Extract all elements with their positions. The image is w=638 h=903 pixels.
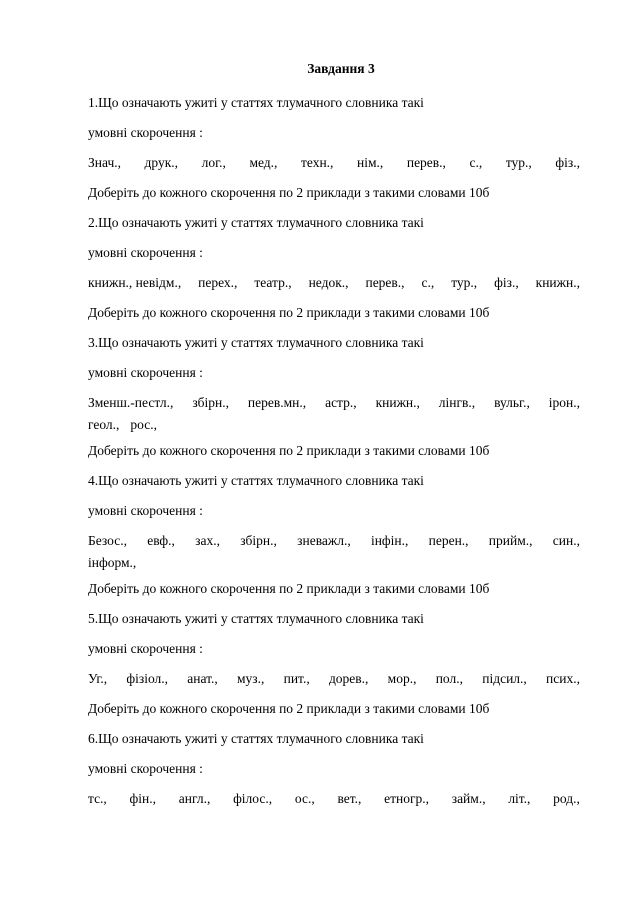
abbreviation-row bbox=[88, 530, 580, 552]
task-question: 6.Що означають ужиті у статтях тлумачного словника такі bbox=[88, 731, 424, 746]
abbreviation: перев.мн., bbox=[247, 395, 307, 410]
abbreviation: рос., bbox=[130, 417, 157, 432]
abbreviation-list bbox=[88, 668, 580, 690]
abbreviation: інфін., bbox=[370, 533, 409, 548]
abbreviation: інформ., bbox=[88, 555, 137, 570]
abbreviation: мор., bbox=[387, 671, 417, 686]
abbreviation: займ., bbox=[451, 791, 486, 806]
abbreviation: с., bbox=[421, 275, 435, 290]
abbreviation: зневажл., bbox=[297, 533, 351, 548]
abbreviation: етногр., bbox=[384, 791, 429, 806]
task-question: 2.Що означають ужиті у статтях тлумачного словника такі bbox=[88, 215, 424, 230]
task-subtitle: умовні скорочення : bbox=[88, 761, 203, 776]
abbreviation: фіз., bbox=[555, 155, 580, 170]
task-subtitle: умовні скорочення : bbox=[88, 503, 203, 518]
abbreviation: пол., bbox=[435, 671, 463, 686]
abbreviation: друк., bbox=[144, 155, 179, 170]
abbreviation: ос., bbox=[294, 791, 315, 806]
task-instruction: Доберіть до кожного скорочення по 2 приклади з такими словами 10б bbox=[88, 305, 490, 320]
abbreviation: псих., bbox=[546, 671, 580, 686]
abbreviation-row bbox=[88, 392, 580, 414]
abbreviation: підсил., bbox=[482, 671, 527, 686]
abbreviation: пит., bbox=[283, 671, 310, 686]
task-subtitle: умовні скорочення : bbox=[88, 365, 203, 380]
task-subtitle: умовні скорочення : bbox=[88, 245, 203, 260]
abbreviation: род., bbox=[553, 791, 580, 806]
abbreviation: с., bbox=[469, 155, 483, 170]
abbreviation: фізіол., bbox=[126, 671, 169, 686]
abbreviation: евф., bbox=[147, 533, 175, 548]
abbreviation: муз., bbox=[236, 671, 265, 686]
abbreviation: збірн., bbox=[192, 395, 229, 410]
abbreviation: лінгв., bbox=[438, 395, 476, 410]
abbreviation-list bbox=[88, 788, 580, 810]
abbreviation: недок., bbox=[308, 275, 349, 290]
abbreviation: перев., bbox=[365, 275, 405, 290]
abbreviation: геол., bbox=[88, 417, 120, 432]
abbreviation: книжн., невідм., bbox=[88, 275, 182, 290]
abbreviation: англ., bbox=[178, 791, 211, 806]
task-instruction: Доберіть до кожного скорочення по 2 приклади з такими словами 10б bbox=[88, 443, 490, 458]
abbreviation: книжн., bbox=[375, 395, 420, 410]
abbreviation: тур., bbox=[505, 155, 532, 170]
task-question: 3.Що означають ужиті у статтях тлумачного словника такі bbox=[88, 335, 424, 350]
abbreviation: вет., bbox=[337, 791, 362, 806]
abbreviation-row bbox=[88, 414, 580, 436]
task-instruction: Доберіть до кожного скорочення по 2 приклади з такими словами 10б bbox=[88, 185, 490, 200]
task-question: 4.Що означають ужиті у статтях тлумачного словника такі bbox=[88, 473, 424, 488]
abbreviation: ірон., bbox=[548, 395, 580, 410]
abbreviation: театр., bbox=[254, 275, 292, 290]
abbreviation: перев., bbox=[406, 155, 446, 170]
abbreviation: дорев., bbox=[328, 671, 369, 686]
abbreviation: тур., bbox=[451, 275, 478, 290]
abbreviation: літ., bbox=[508, 791, 531, 806]
abbreviation: Безос., bbox=[88, 533, 127, 548]
abbreviation-list bbox=[88, 530, 580, 574]
task-instruction: Доберіть до кожного скорочення по 2 приклади з такими словами 10б bbox=[88, 701, 490, 716]
abbreviation: техн., bbox=[300, 155, 334, 170]
abbreviation-row bbox=[88, 152, 580, 174]
abbreviation: перех., bbox=[198, 275, 238, 290]
task-subtitle: умовні скорочення : bbox=[88, 641, 203, 656]
abbreviation: вульг., bbox=[494, 395, 530, 410]
abbreviation-row bbox=[88, 788, 580, 810]
abbreviation: нім., bbox=[357, 155, 384, 170]
abbreviation: книжн., bbox=[535, 275, 580, 290]
abbreviation-row bbox=[88, 668, 580, 690]
task-instruction: Доберіть до кожного скорочення по 2 приклади з такими словами 10б bbox=[88, 581, 490, 596]
abbreviation: зах., bbox=[195, 533, 220, 548]
abbreviation: астр., bbox=[325, 395, 357, 410]
abbreviation: анат., bbox=[187, 671, 218, 686]
abbreviation-row bbox=[88, 272, 580, 294]
abbreviation: син., bbox=[552, 533, 580, 548]
task-question: 5.Що означають ужиті у статтях тлумачного словника такі bbox=[88, 611, 424, 626]
abbreviation: філос., bbox=[233, 791, 273, 806]
abbreviation: лог., bbox=[201, 155, 226, 170]
abbreviation-row bbox=[88, 552, 580, 574]
page-title: Завдання 3 bbox=[307, 61, 375, 76]
abbreviation: прийм., bbox=[488, 533, 533, 548]
abbreviation: фіз., bbox=[494, 275, 519, 290]
abbreviation: перен., bbox=[428, 533, 469, 548]
abbreviation: збірн., bbox=[240, 533, 277, 548]
abbreviation: Знач., bbox=[88, 155, 121, 170]
abbreviation-list bbox=[88, 272, 580, 294]
abbreviation: Уг., bbox=[88, 671, 108, 686]
task-subtitle: умовні скорочення : bbox=[88, 125, 203, 140]
task-question: 1.Що означають ужиті у статтях тлумачного словника такі bbox=[88, 95, 424, 110]
abbreviation-list bbox=[88, 392, 580, 436]
abbreviation: тс., bbox=[88, 791, 107, 806]
abbreviation: Зменш.-пестл., bbox=[88, 395, 174, 410]
abbreviation: фін., bbox=[129, 791, 157, 806]
abbreviation: мед., bbox=[249, 155, 278, 170]
abbreviation-list bbox=[88, 152, 580, 174]
